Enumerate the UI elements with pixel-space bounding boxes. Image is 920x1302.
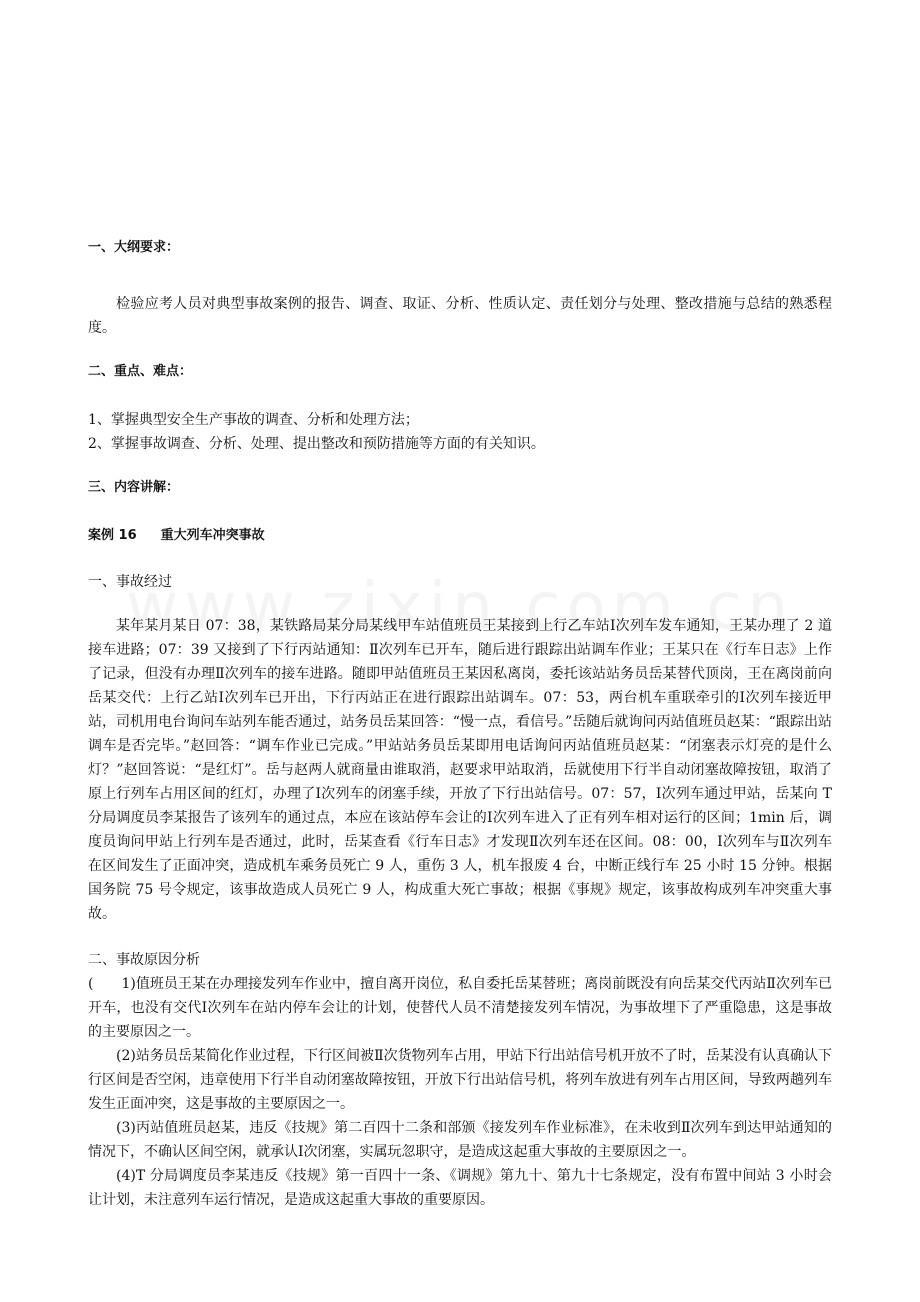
outline-heading: 一、大纲要求： <box>88 240 180 255</box>
document-body <box>88 236 832 1212</box>
outline-text: 检验应考人员对典型事故案例的报告、调查、取证、分析、性质认定、责任划分与处理、整改措施与总结的熟悉程度。 <box>88 296 832 336</box>
case-name: 重大列车冲突事故 <box>160 528 265 543</box>
content-heading: 三、内容讲解： <box>88 480 180 495</box>
causes-heading: 二、事故原因分析 <box>88 952 200 968</box>
case-number: 案例 16 <box>88 528 137 543</box>
cause-item-4: (4)T 分局调度员李某违反《技规》第一百四十一条、《调规》第九十、第九十七条规定，没有布置中间站 3 小时会让计划，未注意列车运行情况，是造成这起重大事故的重要原因。 <box>88 1168 832 1208</box>
cause-item-2: (2)站务员岳某简化作业过程，下行区间被Ⅱ次货物列车占用，甲站下行出站信号机开放不了时，岳某没有认真确认下行区间是否空闲，违章使用下行半自动闭塞故障按钮，开放下行出站信号机，将列车放进有列车占用区间，导致两趟列车发生正面冲突，这是事故的主要原因之一。 <box>88 1048 832 1112</box>
cause-item-1: ( 1)值班员王某在办理接发列车作业中，擅自离开岗位，私自委托岳某替班；离岗前既没有向岳某交代丙站Ⅱ次列车已开车，也没有交代Ⅰ次列车在站内停车会让的计划，使替代人员不清楚接发列车情况，为事故埋下了严重隐患，这是事故的主要原因之一。 <box>88 976 832 1040</box>
case-title <box>88 524 832 548</box>
keypoint-item-2: 2、掌握事故调查、分析、处理、提出整改和预防措施等方面的有关知识。 <box>88 436 545 452</box>
keypoint-item-1: 1、掌握典型安全生产事故的调查、分析和处理方法； <box>88 412 419 428</box>
cause-item-3: (3)丙站值班员赵某，违反《技规》第二百四十二条和部颁《接发列车作业标准》，在未收到Ⅱ次列车到达甲站通知的情况下，不确认区间空闲，就承认Ⅰ次闭塞，实属玩忽职守，是造成这起重大事故的主要原因之一。 <box>88 1120 832 1160</box>
process-heading: 一、事故经过 <box>88 574 172 590</box>
keypoints-heading: 二、重点、难点： <box>88 364 193 379</box>
process-text: 某年某月某日 07：38，某铁路局某分局某线甲车站值班员王某接到上行乙车站Ⅰ次列车发车通知，王某办理了 2 道接车进路；07：39 又接到了下行丙站通知：Ⅱ次列车已开车，随后进行跟踪出站调车作业；王某只在《行车日志》上作了记录，但没有办理Ⅱ次列车的接车进路。随即甲站值班员王某因私离岗，委托该站站务员岳某替代顶岗，王在离岗前向岳某交代：上行乙站Ⅰ次列车已开出，下行丙站正在进行跟踪出站调车。07：53，两台机车重联牵引的Ⅰ次列车接近甲站，司机用电台询问车站列车能否通过，站务员岳某回答：“慢一点，看信号。”岳随后就询问丙站值班员赵某：“跟踪出站调车是否完毕。”赵回答：“调车作业已完成。”甲站站务员岳某即用电话询问丙站值班员赵某：“闭塞表示灯亮的是什么灯？”赵回答说：“是红灯”。岳与赵两人就商量由谁取消，赵要求甲站取消，岳就使用下行半自动闭塞故障按钮，取消了原上行列车占用区间的红灯，办理了Ⅰ次列车的闭塞手续，开放了下行出站信号。07：57，Ⅰ次列车通过甲站，岳某向 T 分局调度员李某报告了该列车的通过点，本应在该站停车会让的Ⅰ次列车进入了正有列车相对运行的区间；1min 后，调度员询问甲站上行列车是否通过，此时，岳某查看《行车日志》才发现Ⅱ次列车还在区间。08：00，Ⅰ次列车与Ⅱ次列车在区间发生了正面冲突，造成机车乘务员死亡 9 人，重伤 3 人，机车报废 4 台，中断正线行车 25 小时 15 分钟。根据国务院 75 号令规定，该事故造成人员死亡 9 人，构成重大死亡事故；根据《事规》规定，该事故构成列车冲突重大事故。 <box>88 618 832 922</box>
